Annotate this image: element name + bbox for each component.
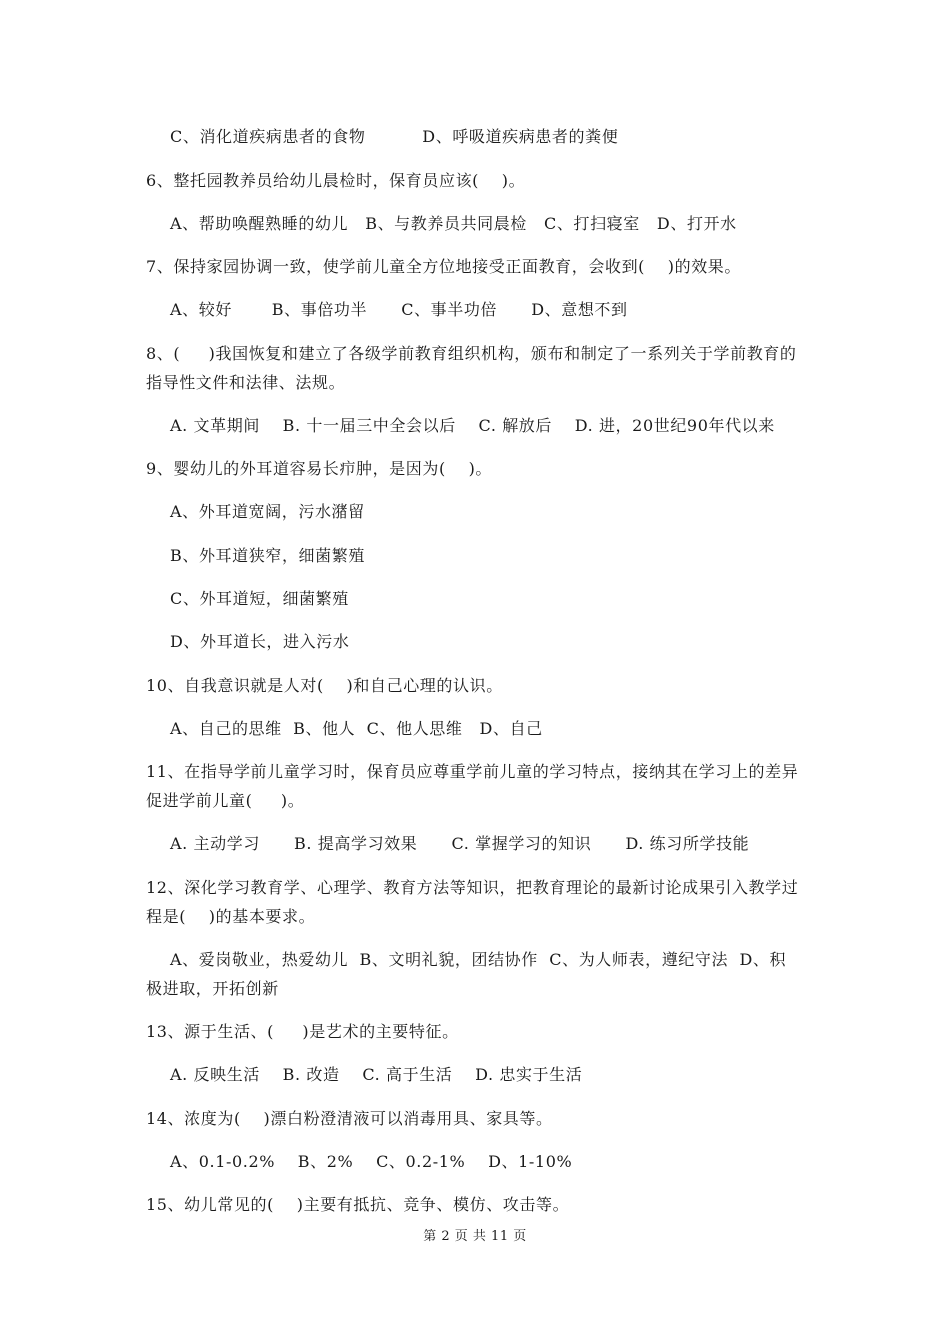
question-8-line-1: 8、( )我国恢复和建立了各级学前教育组织机构，颁布和制定了一系列关于学前教育的	[146, 344, 797, 363]
q13-options: A. 反映生活 B. 改造 C. 高于生活 D. 忠实于生活	[170, 1065, 583, 1084]
question-9: 9、婴幼儿的外耳道容易长疖肿，是因为( )。	[146, 459, 493, 478]
q9-option-d: D、外耳道长，进入污水	[170, 632, 350, 651]
q11-options: A. 主动学习 B. 提高学习效果 C. 掌握学习的知识 D. 练习所学技能	[170, 834, 750, 853]
q5-options-line: C、消化道疾病患者的食物 D、呼吸道疾病患者的粪便	[170, 127, 619, 146]
question-12-line-2: 程是( )的基本要求。	[146, 907, 316, 926]
question-8-line-2: 指导性文件和法律、法规。	[146, 373, 346, 392]
question-11-line-2: 促进学前儿童( )。	[146, 791, 305, 810]
question-15: 15、幼儿常见的( )主要有抵抗、竞争、模仿、攻击等。	[146, 1195, 570, 1214]
q6-options: A、帮助唤醒熟睡的幼儿 B、与教养员共同晨检 C、打扫寝室 D、打开水	[170, 214, 737, 233]
q14-options: A、0.1-0.2% B、2% C、0.2-1% D、1-10%	[170, 1152, 573, 1171]
question-12-line-1: 12、深化学习教育学、心理学、教育方法等知识，把教育理论的最新讨论成果引入教学过	[146, 878, 799, 897]
q10-options: A、自己的思维 B、他人 C、他人思维 D、自己	[170, 719, 543, 738]
q9-option-a: A、外耳道宽阔，污水潴留	[170, 502, 365, 521]
question-10: 10、自我意识就是人对( )和自己心理的认识。	[146, 676, 503, 695]
question-6: 6、整托园教养员给幼儿晨检时，保育员应该( )。	[146, 171, 526, 190]
question-13: 13、源于生活、( )是艺术的主要特征。	[146, 1022, 459, 1041]
q7-options: A、较好 B、事倍功半 C、事半功倍 D、意想不到	[170, 300, 628, 319]
q12-options-line-2: 极进取，开拓创新	[146, 979, 279, 998]
question-11-line-1: 11、在指导学前儿童学习时，保育员应尊重学前儿童的学习特点，接纳其在学习上的差异	[146, 762, 799, 781]
q9-option-c: C、外耳道短，细菌繁殖	[170, 589, 349, 608]
question-7: 7、保持家园协调一致，使学前儿童全方位地接受正面教育，会收到( )的效果。	[146, 257, 742, 276]
question-14: 14、浓度为( )漂白粉澄清液可以消毒用具、家具等。	[146, 1109, 553, 1128]
q8-options: A. 文革期间 B. 十一届三中全会以后 C. 解放后 D. 进，20世纪90年代以来	[170, 416, 775, 435]
q9-option-b: B、外耳道狭窄，细菌繁殖	[170, 546, 365, 565]
page-footer: 第 2 页 共 11 页	[423, 1229, 527, 1244]
q12-options-line-1: A、爱岗敬业，热爱幼儿 B、文明礼貌，团结协作 C、为人师表，遵纪守法 D、积	[170, 950, 787, 969]
